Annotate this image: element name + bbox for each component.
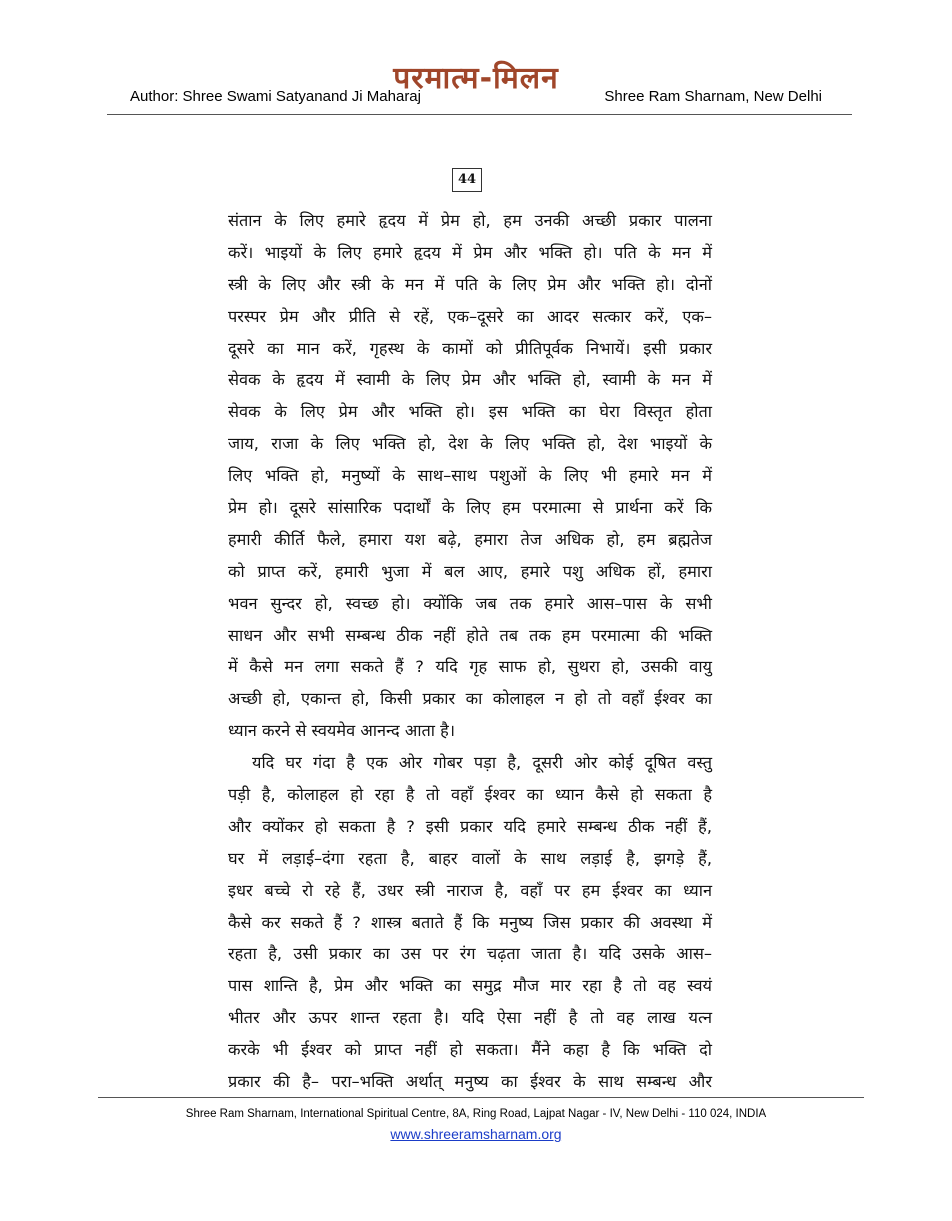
publisher-line: Shree Ram Sharnam, New Delhi [604, 88, 822, 105]
text-line: को प्राप्त करें, हमारी भुजा में बल आए, हमारे पशु अधिक हों, हमारा [228, 561, 712, 581]
text-line: प्रकार की है– परा–भक्ति अर्थात् मनुष्य का ईश्वर के साथ सम्बन्ध और [228, 1072, 712, 1092]
text-line: परस्पर प्रेम और प्रीति से रहें, एक–दूसरे का आदर सत्कार करें, एक– [228, 306, 712, 326]
text-line: अच्छी हो, एकान्त हो, किसी प्रकार का कोलाहल न हो तो वहाँ ईश्वर का [228, 689, 712, 709]
text-line: सेवक के लिए प्रेम और भक्ति हो। इस भक्ति का घेरा विस्तृत होता [228, 402, 712, 422]
text-line: सेवक के हृदय में स्वामी के लिए प्रेम और भक्ति हो, स्वामी के मन में [228, 370, 712, 390]
text-line: लिए भक्ति हो, मनुष्यों के साथ–साथ पशुओं के लिए भी हमारे मन में [228, 466, 712, 486]
text-line: दूसरे का मान करें, गृहस्थ के कामों को प्रीतिपूर्वक निभायें। इसी प्रकार [228, 338, 712, 358]
page-number-box: 44 [452, 168, 482, 192]
text-line: कैसे कर सकते हैं ? शास्त्र बताते हैं कि मनुष्य जिस प्रकार की अवस्था में [228, 912, 712, 932]
text-line: करके भी ईश्वर को प्राप्त नहीं हो सकता। मैंने कहा है कि भक्ति दो [228, 1040, 712, 1060]
book-title: परमात्म-मिलन [393, 61, 559, 96]
text-line: हमारी कीर्ति फैले, हमारा यश बढ़े, हमारा तेज अधिक हो, हम ब्रह्मतेज [228, 529, 712, 549]
author-line: Author: Shree Swami Satyanand Ji Maharaj [130, 88, 421, 105]
text-line: यदि घर गंदा है एक ओर गोबर पड़ा है, दूसरी ओर कोई दूषित वस्तु [252, 753, 712, 773]
text-line: रहता है, उसी प्रकार का उस पर रंग चढ़ता जाता है। यदि उसके आस– [228, 944, 712, 964]
footer-address: Shree Ram Sharnam, International Spiritual Centre, 8A, Ring Road, Lajpat Nagar - IV, New Delhi - 110 024, INDIA [185, 1108, 767, 1120]
text-line: साधन और सभी सम्बन्ध ठीक नहीं होते तब तक हम परमात्मा की भक्ति [228, 625, 712, 645]
body-text [228, 205, 712, 1098]
website-link[interactable]: www.shreeramsharnam.org [390, 1126, 562, 1142]
text-line: ध्यान करने से स्वयमेव आनन्द आता है। [228, 721, 455, 741]
text-line: स्त्री के लिए और स्त्री के मन में पति के लिए प्रेम और भक्ति हो। दोनों [228, 274, 712, 294]
text-line: प्रेम हो। दूसरे सांसारिक पदार्थों के लिए हम परमात्मा से प्रार्थना करें कि [228, 498, 712, 518]
text-line: भवन सुन्दर हो, स्वच्छ हो। क्योंकि जब तक हमारे आस–पास के सभी [228, 593, 712, 613]
text-line: इधर बच्चे रो रहे हैं, उधर स्त्री नाराज है, वहाँ पर हम ईश्वर का ध्यान [228, 880, 712, 900]
text-line: घर में लड़ाई–दंगा रहता है, बाहर वालों के साथ लड़ाई है, झगड़े हैं, [228, 848, 712, 868]
text-line: पास शान्ति है, प्रेम और भक्ति का समुद्र मौज मार रहा है तो वह स्वयं [228, 976, 712, 996]
text-line: और क्योंकर हो सकता है ? इसी प्रकार यदि हमारे सम्बन्ध ठीक नहीं हैं, [228, 816, 712, 836]
text-line: जाय, राजा के लिए भक्ति हो, देश के लिए भक्ति हो, देश भाइयों के [228, 434, 712, 454]
footer-divider [98, 1097, 864, 1098]
text-line: भीतर और ऊपर शान्त रहता है। यदि ऐसा नहीं है तो वह लाख यत्न [228, 1008, 712, 1028]
header-divider [107, 114, 852, 115]
text-line: करें। भाइयों के लिए हमारे हृदय में प्रेम और भक्ति हो। पति के मन में [228, 242, 712, 262]
text-line: संतान के लिए हमारे हृदय में प्रेम हो, हम उनकी अच्छी प्रकार पालना [228, 211, 712, 230]
text-line: में कैसे मन लगा सकते हैं ? यदि गृह साफ हो, सुथरा हो, उसकी वायु [228, 657, 712, 677]
text-line: पड़ी है, कोलाहल हो रहा है तो वहाँ ईश्वर का ध्यान कैसे हो सकता है [228, 785, 712, 805]
